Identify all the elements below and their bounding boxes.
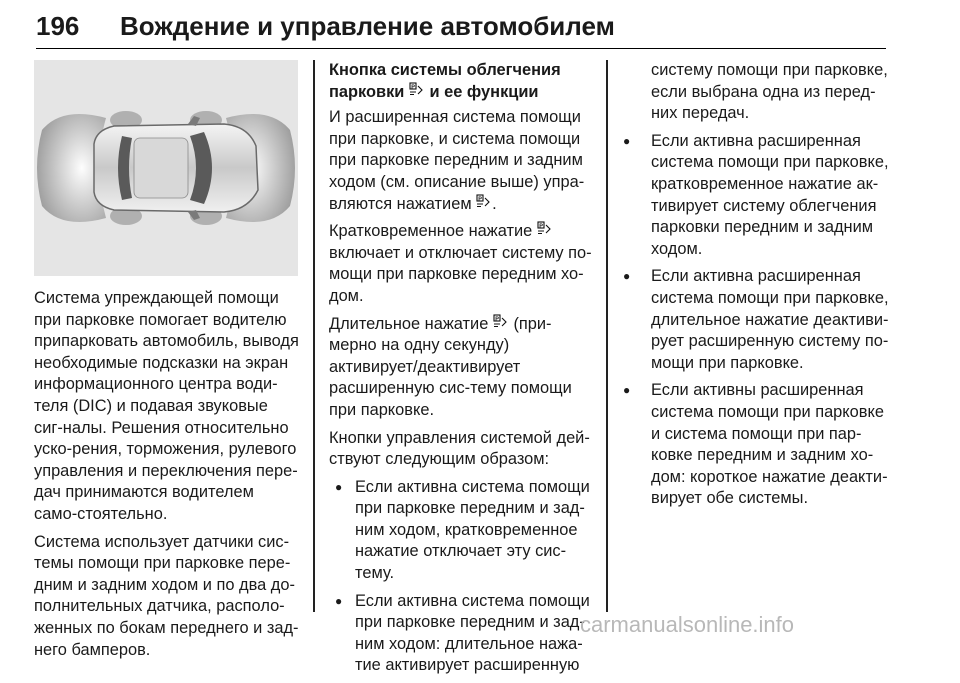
column-divider-1 xyxy=(313,60,315,612)
parking-assist-icon xyxy=(493,314,509,330)
column-2 xyxy=(329,60,599,683)
svg-text:P: P xyxy=(478,195,483,202)
svg-text:P: P xyxy=(539,223,543,230)
heading-text: Кнопка системы облегчения парковки xyxy=(329,61,561,101)
page-header xyxy=(36,8,886,49)
bullet-list xyxy=(623,131,891,510)
parking-assist-icon xyxy=(476,194,492,210)
paragraph-text: (при-мерно на одну секунду) активирует/деактивирует расширенную сис-тему помощи при парковке. xyxy=(329,314,572,419)
watermark: carmanualsonline.info xyxy=(580,612,795,637)
parking-sensor-illustration xyxy=(34,60,298,276)
paragraph-text: Кратковременное нажатие xyxy=(329,222,533,241)
bullet-list xyxy=(329,477,599,677)
paragraph-text: И расширенная система помощи при парковке, и система помощи при парковке передним и задним ходом (см. описание выше) упра-вляются нажатием xyxy=(329,108,585,213)
section-title: Вождение и управление автомобилем xyxy=(120,11,615,41)
paragraph-text: включает и отключает систему по-мощи при парковке передним хо-дом. xyxy=(329,243,592,305)
list-item: ● Если активны расширенная система помощи при парковке и система помощи при пар-ковке передним и задним хо-дом: короткое нажатие деакти-вирует обе системы. xyxy=(623,380,891,510)
heading-text: и ее функции xyxy=(429,82,539,101)
svg-text:P: P xyxy=(495,315,499,322)
paragraph xyxy=(329,314,599,422)
paragraph-text: . xyxy=(492,194,497,213)
list-item: ● Если активна система помощи при парковке передним и зад-ним ходом, кратковременное нажатие отключает эту сис-тему. xyxy=(329,477,599,585)
list-item: ● Если активна система помощи при парковке передним и зад-ним ходом: длительное нажа-тие активирует расширенную xyxy=(329,591,599,677)
paragraph xyxy=(329,221,599,307)
svg-text:P: P xyxy=(411,83,415,90)
paragraph: систему помощи при парковке, если выбрана одна из перед-них передач. xyxy=(651,61,888,123)
column-1 xyxy=(34,60,300,667)
paragraph: Кнопки управления системой дей-ствуют следующим образом: xyxy=(329,428,590,469)
section-heading xyxy=(329,60,599,103)
list-item: ● Если активна расширенная система помощи при парковке, длительное нажатие деактиви-рует расширенную систему по-мощи при парковке. xyxy=(623,266,891,374)
paragraph-text: Длительное нажатие xyxy=(329,314,489,333)
paragraph: Система использует датчики сис-темы помощи при парковке пере-дним и задним ходом и по два до-полнительных датчика, располо-женных по бокам переднего и зад-него бамперов. xyxy=(34,532,299,659)
page-number: 196 xyxy=(36,11,80,41)
list-item: ● Если активна расширенная система помощи при парковке, кратковременное нажатие ак-тивирует систему облегчения парковки передним и задним ходом. xyxy=(623,131,891,261)
paragraph: Система упреждающей помощи при парковке помогает водителю припарковать автомобиль, выводя необходимые подсказки на экран информационного центра води-теля (DIC) и подавая звуковые сиг-налы. Решения относительно уско-рения, торможения, рулевого управления и переключения пере-дач принимаются водителем само-стоятельно. xyxy=(34,289,299,523)
paragraph xyxy=(329,107,599,215)
column-3 xyxy=(623,60,891,516)
column-divider-2 xyxy=(606,60,608,612)
parking-assist-icon xyxy=(409,82,425,98)
parking-assist-icon xyxy=(537,221,553,237)
